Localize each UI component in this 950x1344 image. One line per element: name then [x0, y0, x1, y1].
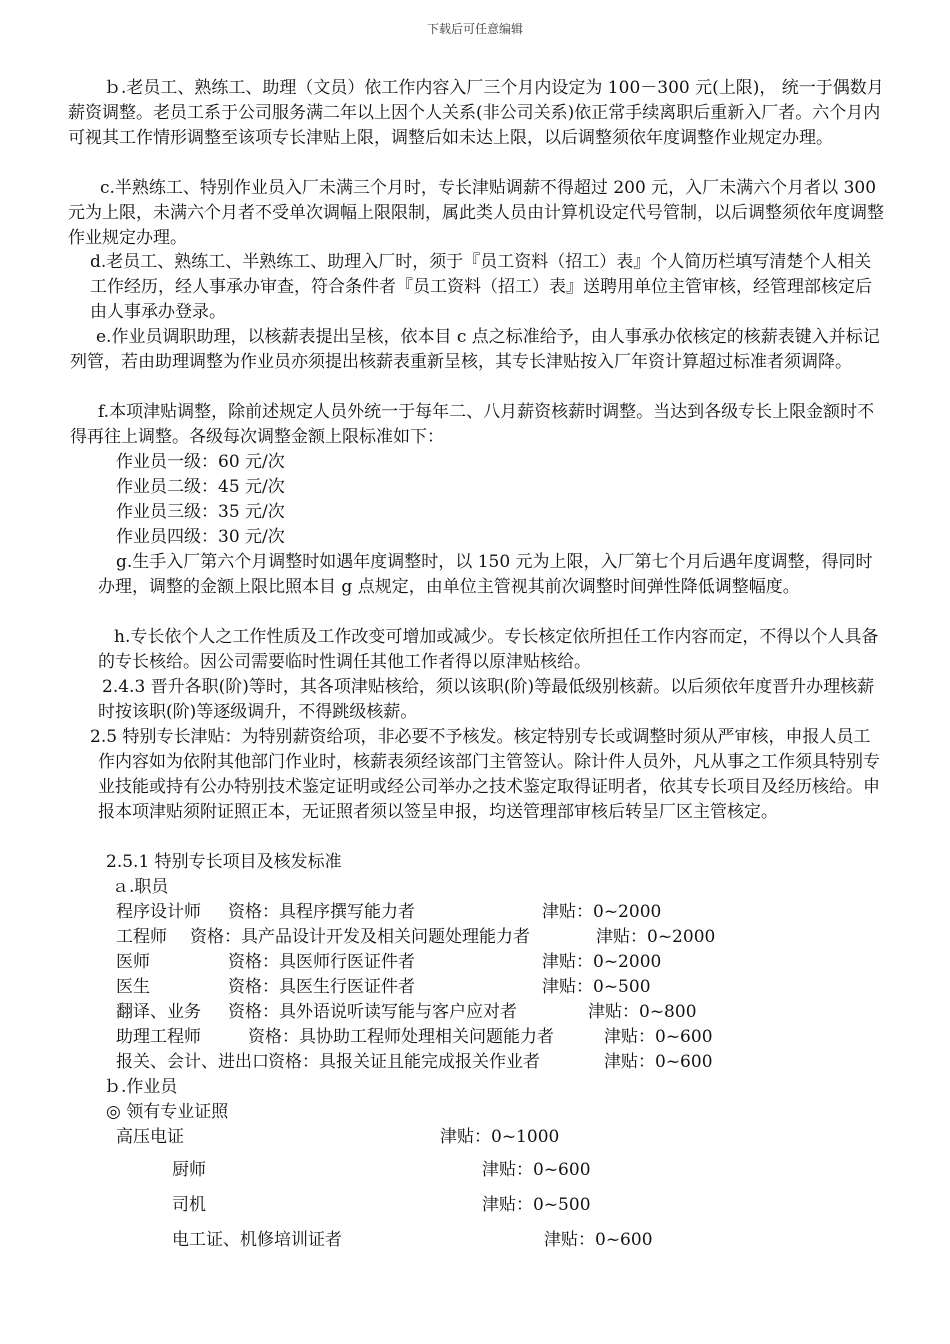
paragraph-b: ｂ.老员工、熟练工、助理（文员）依工作内容入厂三个月内设定为 100－300 元(上限)， 统一于偶数月薪资调整。老员工系于公司服务满二年以上因个人关系(非公司关系)依正常手续离职后重新入厂者。六个月内可视其工作情形调整至该项专长津贴上限，调整后如未达上限，以后调整须依年度调整作业规定办理。: [68, 78, 884, 148]
staff-name: 助理工程师: [116, 1027, 201, 1047]
worker-allowance: 津贴：0~1000: [440, 1127, 560, 1147]
worker-name: 厨师: [172, 1160, 206, 1180]
staff-allowance: 津贴：0~500: [542, 977, 651, 997]
worker-name: 司机: [172, 1195, 206, 1215]
staff-name: 程序设计师: [116, 902, 201, 922]
staff-allowance: 津贴：0~800: [588, 1002, 697, 1022]
worker-name: 高压电证: [116, 1127, 184, 1147]
staff-allowance: 津贴：0~2000: [542, 902, 662, 922]
worker-allowance: 津贴：0~600: [544, 1230, 653, 1250]
staff-qualification: 资格：具外语说听读写能与客户应对者: [228, 1002, 517, 1022]
staff-qualification: 资格：具程序撰写能力者: [228, 902, 415, 922]
certificate-title: ◎ 领有专业证照: [106, 1102, 229, 1122]
level-3: 作业员三级：35 元/次: [116, 502, 285, 522]
section-2-5-1: 2.5.1 特别专长项目及核发标准: [106, 852, 342, 872]
paragraph-g: g.生手入厂第六个月调整时如遇年度调整时，以 150 元为上限，入厂第七个月后遇年度调整，得同时办理，调整的金额上限比照本目 g 点规定，由单位主管视其前次调整时间弹性降低调整幅度。: [98, 552, 873, 597]
level-2: 作业员二级：45 元/次: [116, 477, 285, 497]
section-2-5: 2.5 特别专长津贴：为特别薪资给项，非必要不予核发。核定特别专长或调整时须从严审核，申报人员工作内容如为依附其他部门作业时，核薪表须经该部门主管签认。除计件人员外，凡从事之工作须具特别专业技能或持有公办特别技术鉴定证明或经公司举办之技术鉴定取得证明者，依其专长项目及经历核给。申报本项津贴须附证照正本，无证照者须以签呈申报，均送管理部审核后转呈厂区主管核定。: [90, 727, 880, 822]
staff-allowance: 津贴：0~600: [604, 1052, 713, 1072]
staff-name: 工程师: [116, 927, 167, 947]
paragraph-c: c.半熟练工、特别作业员入厂未满三个月时，专长津贴调薪不得超过 200 元，入厂未满六个月者以 300 元为上限，未满六个月者不受单次调幅上限限制，属此类人员由计算机设定代号管制，以后调整须依年度调整作业规定办理。: [68, 178, 884, 248]
page-header: 下载后可任意编辑: [426, 22, 523, 36]
paragraph-e: e.作业员调职助理，以核薪表提出呈核，依本目 c 点之标准给予，由人事承办依核定的核薪表键入并标记列管，若由助理调整为作业员亦须提出核薪表重新呈核，其专长津贴按入厂年资计算超过标准者须调降。: [70, 327, 880, 372]
staff-qualification: 资格：具协助工程师处理相关问题能力者: [248, 1027, 554, 1047]
staff-name: 医师: [116, 952, 150, 972]
staff-name: 报关、会计、进出口: [116, 1052, 269, 1072]
paragraph-h: h.专长依个人之工作性质及工作改变可增加或减少。专长核定依所担任工作内容而定，不得以个人具备的专长核给。因公司需要临时性调任其他工作者得以原津贴核给。: [98, 627, 879, 672]
staff-title: ａ.职员: [112, 877, 169, 897]
worker-name: 电工证、机修培训证者: [172, 1230, 342, 1250]
staff-allowance: 津贴：0~2000: [596, 927, 716, 947]
level-4: 作业员四级：30 元/次: [116, 527, 285, 547]
staff-name: 医生: [116, 977, 150, 997]
staff-qualification: 资格：具报关证且能完成报关作业者: [268, 1052, 540, 1072]
worker-allowance: 津贴：0~600: [482, 1160, 591, 1180]
staff-allowance: 津贴：0~2000: [542, 952, 662, 972]
staff-name: 翻译、业务: [116, 1002, 201, 1022]
level-1: 作业员一级：60 元/次: [116, 452, 285, 472]
paragraph-d: d.老员工、熟练工、半熟练工、助理入厂时，须于『员工资料（招工）表』个人简历栏填写清楚个人相关工作经历，经人事承办审查，符合条件者『员工资料（招工）表』送聘用单位主管审核，经管理部核定后由人事承办登录。: [90, 252, 872, 322]
staff-qualification: 资格：具医生行医证件者: [228, 977, 415, 997]
section-2-4-3: 2.4.3 晋升各职(阶)等时，其各项津贴核给，须以该职(阶)等最低级别核薪。以后须依年度晋升办理核薪时按该职(阶)等逐级调升，不得跳级核薪。: [98, 677, 875, 722]
paragraph-f: f.本项津贴调整，除前述规定人员外统一于每年二、八月薪资核薪时调整。当达到各级专长上限金额时不得再往上调整。各级每次调整金额上限标准如下：: [70, 402, 875, 447]
worker-allowance: 津贴：0~500: [482, 1195, 591, 1215]
worker-title: ｂ.作业员: [104, 1077, 178, 1097]
staff-allowance: 津贴：0~600: [604, 1027, 713, 1047]
staff-qualification: 资格：具产品设计开发及相关问题处理能力者: [190, 927, 530, 947]
staff-qualification: 资格：具医师行医证件者: [228, 952, 415, 972]
